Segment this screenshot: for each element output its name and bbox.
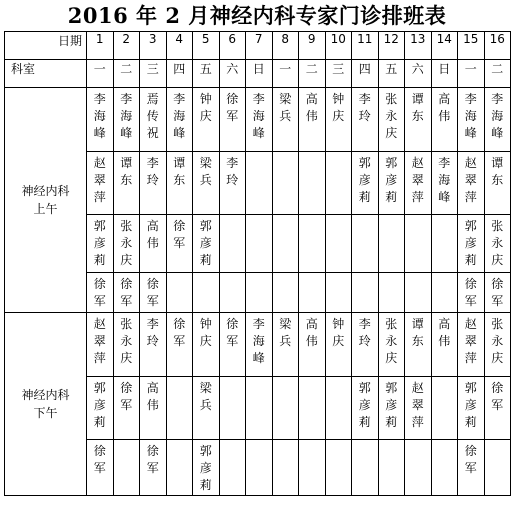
- doctor-cell: [299, 152, 326, 215]
- doctor-cell: [113, 273, 140, 313]
- doctor-cell: [193, 440, 220, 496]
- doctor-name: 徐军: [146, 277, 159, 308]
- doctor-name: 徐军: [491, 381, 504, 412]
- doctor-cell: [219, 377, 246, 440]
- day-number: 13: [405, 32, 432, 60]
- doctor-name: [225, 385, 239, 388]
- doctor-name: [411, 223, 425, 226]
- doctor-name: [305, 385, 319, 388]
- doctor-cell: [246, 440, 273, 496]
- doctor-cell: [87, 152, 114, 215]
- doctor-cell: [378, 377, 405, 440]
- doctor-cell: [299, 88, 326, 152]
- weekday: 六: [219, 60, 246, 88]
- doctor-name: 李玲: [358, 317, 371, 348]
- doctor-cell: [458, 440, 485, 496]
- page-title: 2016 年 2 月神经内科专家门诊排班表: [67, 3, 447, 28]
- doctor-cell: [484, 377, 511, 440]
- doctor-name: 赵翠萍: [464, 317, 477, 365]
- doctor-cell: [325, 88, 352, 152]
- doctor-name: 高伟: [438, 317, 451, 348]
- doctor-name: 徐军: [491, 277, 504, 308]
- weekday: 三: [140, 60, 167, 88]
- doctor-name: 赵翠萍: [411, 381, 424, 429]
- doctor-cell: [378, 313, 405, 377]
- doctor-cell: [272, 88, 299, 152]
- doctor-name: 李海峰: [464, 92, 477, 140]
- doctor-cell: [299, 313, 326, 377]
- doctor-cell: [325, 273, 352, 313]
- doctor-cell: [405, 88, 432, 152]
- doctor-cell: [352, 313, 379, 377]
- weekday: 三: [325, 60, 352, 88]
- doctor-name: [252, 281, 266, 284]
- doctor-name: 张永庆: [491, 219, 504, 267]
- day-number: 8: [272, 32, 299, 60]
- doctor-name: 张永庆: [120, 317, 133, 365]
- doctor-name: 郭彦莉: [358, 381, 371, 429]
- doctor-name: 郭彦莉: [199, 219, 212, 267]
- doctor-name: 徐军: [226, 92, 239, 123]
- doctor-name: 李海峰: [252, 92, 265, 140]
- doctor-name: 郭彦莉: [358, 156, 371, 204]
- doctor-name: [278, 223, 292, 226]
- doctor-name: 徐军: [93, 444, 106, 475]
- doctor-cell: [272, 313, 299, 377]
- doctor-cell: [140, 440, 167, 496]
- doctor-cell: [405, 215, 432, 273]
- doctor-cell: [325, 152, 352, 215]
- doctor-name: [384, 448, 398, 451]
- doctor-name: [305, 223, 319, 226]
- doctor-cell: [87, 377, 114, 440]
- doctor-cell: [113, 440, 140, 496]
- day-number: 7: [246, 32, 273, 60]
- doctor-name: 郭彦莉: [464, 381, 477, 429]
- doctor-cell: [299, 440, 326, 496]
- doctor-name: 赵翠萍: [464, 156, 477, 204]
- doctor-cell: [378, 440, 405, 496]
- doctor-name: [278, 160, 292, 163]
- doctor-cell: [458, 88, 485, 152]
- doctor-cell: [458, 313, 485, 377]
- doctor-cell: [458, 152, 485, 215]
- doctor-cell: [272, 273, 299, 313]
- doctor-cell: [193, 88, 220, 152]
- doctor-name: [305, 281, 319, 284]
- doctor-name: 李玲: [358, 92, 371, 123]
- weekday: 一: [87, 60, 114, 88]
- doctor-cell: [378, 88, 405, 152]
- doctor-cell: [272, 377, 299, 440]
- doctor-cell: [246, 313, 273, 377]
- doctor-cell: [352, 215, 379, 273]
- doctor-name: [252, 160, 266, 163]
- doctor-name: [411, 448, 425, 451]
- doctor-name: 焉传祝: [146, 92, 159, 140]
- doctor-cell: [140, 273, 167, 313]
- doctor-name: 郭彦莉: [464, 219, 477, 267]
- doctor-cell: [166, 440, 193, 496]
- doctor-name: 徐军: [226, 317, 239, 348]
- doctor-cell: [246, 273, 273, 313]
- doctor-name: [278, 385, 292, 388]
- doctor-cell: [140, 377, 167, 440]
- doctor-name: 李玲: [146, 156, 159, 187]
- day-number: 11: [352, 32, 379, 60]
- day-number: 4: [166, 32, 193, 60]
- doctor-cell: [484, 313, 511, 377]
- doctor-name: 李玲: [226, 156, 239, 187]
- doctor-cell: [458, 377, 485, 440]
- doctor-name: [305, 160, 319, 163]
- doctor-name: 钟庆: [332, 317, 345, 348]
- doctor-cell: [484, 88, 511, 152]
- doctor-cell: [87, 88, 114, 152]
- doctor-name: [278, 281, 292, 284]
- weekday: 日: [431, 60, 458, 88]
- doctor-name: 李海峰: [252, 317, 265, 365]
- doctor-name: [384, 281, 398, 284]
- doctor-cell: [193, 313, 220, 377]
- doctor-name: 谭东: [173, 156, 186, 187]
- weekday: 五: [193, 60, 220, 88]
- weekday: 日: [246, 60, 273, 88]
- weekday: 四: [166, 60, 193, 88]
- department-cell: [5, 88, 87, 313]
- doctor-cell: [193, 152, 220, 215]
- doctor-cell: [378, 273, 405, 313]
- doctor-name: 钟庆: [199, 92, 212, 123]
- doctor-cell: [299, 377, 326, 440]
- doctor-name: 徐军: [120, 277, 133, 308]
- doctor-cell: [193, 215, 220, 273]
- doctor-cell: [193, 377, 220, 440]
- doctor-cell: [352, 273, 379, 313]
- doctor-name: [331, 223, 345, 226]
- doctor-cell: [219, 152, 246, 215]
- doctor-name: 张永庆: [385, 92, 398, 140]
- schedule-row: [5, 313, 511, 377]
- doctor-name: [225, 281, 239, 284]
- doctor-name: [358, 448, 372, 451]
- doctor-cell: [87, 313, 114, 377]
- doctor-name: 谭东: [491, 156, 504, 187]
- doctor-cell: [378, 215, 405, 273]
- day-number: 10: [325, 32, 352, 60]
- day-number: 2: [113, 32, 140, 60]
- doctor-cell: [219, 273, 246, 313]
- doctor-name: 郭彦莉: [93, 381, 106, 429]
- doctor-name: 谭东: [411, 92, 424, 123]
- date-label: 日期: [5, 32, 87, 60]
- doctor-name: 高伟: [305, 92, 318, 123]
- weekday: 四: [352, 60, 379, 88]
- doctor-name: 李玲: [146, 317, 159, 348]
- day-number: 16: [484, 32, 511, 60]
- doctor-name: 赵翠萍: [93, 156, 106, 204]
- doctor-cell: [272, 152, 299, 215]
- doctor-name: [252, 385, 266, 388]
- doctor-cell: [87, 440, 114, 496]
- doctor-cell: [325, 440, 352, 496]
- doctor-name: 钟庆: [199, 317, 212, 348]
- doctor-cell: [352, 88, 379, 152]
- doctor-cell: [272, 215, 299, 273]
- doctor-name: 李海峰: [491, 92, 504, 140]
- schedule-table: [4, 31, 511, 496]
- doctor-cell: [113, 152, 140, 215]
- doctor-name: [305, 448, 319, 451]
- doctor-name: [172, 385, 186, 388]
- doctor-cell: [431, 313, 458, 377]
- session-name: 下午: [33, 406, 58, 420]
- doctor-cell: [405, 152, 432, 215]
- doctor-cell: [219, 440, 246, 496]
- doctor-cell: [484, 440, 511, 496]
- doctor-name: [119, 448, 133, 451]
- department-name: 神经内科: [21, 388, 70, 402]
- doctor-cell: [352, 440, 379, 496]
- doctor-name: [358, 223, 372, 226]
- weekday: 一: [272, 60, 299, 88]
- doctor-name: 张永庆: [491, 317, 504, 365]
- doctor-name: [437, 385, 451, 388]
- doctor-cell: [431, 215, 458, 273]
- doctor-name: [490, 448, 504, 451]
- doctor-cell: [405, 440, 432, 496]
- doctor-name: 徐军: [173, 317, 186, 348]
- doctor-cell: [405, 273, 432, 313]
- doctor-name: [331, 448, 345, 451]
- doctor-name: 梁兵: [199, 381, 212, 412]
- doctor-name: 高伟: [438, 92, 451, 123]
- doctor-cell: [166, 88, 193, 152]
- doctor-name: [437, 448, 451, 451]
- day-number: 1: [87, 32, 114, 60]
- doctor-cell: [113, 377, 140, 440]
- doctor-cell: [431, 440, 458, 496]
- doctor-name: 谭东: [120, 156, 133, 187]
- doctor-cell: [431, 152, 458, 215]
- doctor-cell: [193, 273, 220, 313]
- doctor-cell: [299, 273, 326, 313]
- doctor-name: 梁兵: [199, 156, 212, 187]
- doctor-cell: [113, 88, 140, 152]
- doctor-cell: [458, 215, 485, 273]
- weekday: 一: [458, 60, 485, 88]
- dept-label: 科室: [5, 60, 87, 88]
- doctor-name: [252, 448, 266, 451]
- doctor-name: [278, 448, 292, 451]
- doctor-name: [225, 448, 239, 451]
- doctor-cell: [352, 152, 379, 215]
- doctor-cell: [325, 313, 352, 377]
- doctor-cell: [140, 215, 167, 273]
- doctor-name: [411, 281, 425, 284]
- session-name: 上午: [33, 202, 58, 216]
- schedule-row: [5, 88, 511, 152]
- doctor-name: [358, 281, 372, 284]
- department-name: 神经内科: [21, 184, 70, 198]
- weekday: 二: [484, 60, 511, 88]
- day-number: 14: [431, 32, 458, 60]
- doctor-cell: [166, 313, 193, 377]
- doctor-cell: [166, 377, 193, 440]
- doctor-cell: [299, 215, 326, 273]
- doctor-cell: [484, 273, 511, 313]
- weekday-header-row: [5, 60, 511, 88]
- doctor-name: 李海峰: [120, 92, 133, 140]
- doctor-name: [331, 160, 345, 163]
- doctor-cell: [431, 88, 458, 152]
- doctor-name: [225, 223, 239, 226]
- doctor-cell: [246, 88, 273, 152]
- doctor-name: [331, 281, 345, 284]
- doctor-name: [252, 223, 266, 226]
- doctor-name: [384, 223, 398, 226]
- doctor-cell: [140, 88, 167, 152]
- doctor-name: 李海峰: [438, 156, 451, 204]
- doctor-cell: [140, 313, 167, 377]
- day-number: 15: [458, 32, 485, 60]
- day-number: 5: [193, 32, 220, 60]
- doctor-name: 钟庆: [332, 92, 345, 123]
- doctor-name: 徐军: [464, 444, 477, 475]
- doctor-name: 徐军: [120, 381, 133, 412]
- weekday: 六: [405, 60, 432, 88]
- doctor-name: 高伟: [146, 219, 159, 250]
- doctor-cell: [325, 377, 352, 440]
- doctor-cell: [246, 152, 273, 215]
- doctor-cell: [166, 152, 193, 215]
- doctor-name: 梁兵: [279, 317, 292, 348]
- doctor-name: 梁兵: [279, 92, 292, 123]
- doctor-cell: [166, 215, 193, 273]
- doctor-name: 高伟: [146, 381, 159, 412]
- doctor-name: 郭彦莉: [199, 444, 212, 492]
- doctor-cell: [219, 313, 246, 377]
- doctor-name: [172, 448, 186, 451]
- weekday: 二: [113, 60, 140, 88]
- doctor-cell: [166, 273, 193, 313]
- doctor-name: [437, 223, 451, 226]
- doctor-cell: [87, 273, 114, 313]
- doctor-cell: [246, 377, 273, 440]
- doctor-cell: [405, 313, 432, 377]
- doctor-cell: [113, 215, 140, 273]
- doctor-cell: [219, 215, 246, 273]
- doctor-cell: [140, 152, 167, 215]
- doctor-name: 张永庆: [385, 317, 398, 365]
- doctor-name: 李海峰: [93, 92, 106, 140]
- doctor-cell: [113, 313, 140, 377]
- doctor-name: 徐军: [93, 277, 106, 308]
- doctor-cell: [87, 215, 114, 273]
- doctor-cell: [272, 440, 299, 496]
- doctor-name: [199, 281, 213, 284]
- doctor-name: 徐军: [464, 277, 477, 308]
- doctor-name: 赵翠萍: [411, 156, 424, 204]
- doctor-cell: [219, 88, 246, 152]
- date-header-row: [5, 32, 511, 60]
- day-number: 6: [219, 32, 246, 60]
- doctor-name: 徐军: [146, 444, 159, 475]
- doctor-name: 郭彦莉: [93, 219, 106, 267]
- doctor-cell: [378, 152, 405, 215]
- doctor-name: 高伟: [305, 317, 318, 348]
- doctor-name: [331, 385, 345, 388]
- day-number: 9: [299, 32, 326, 60]
- doctor-name: 郭彦莉: [385, 156, 398, 204]
- doctor-cell: [431, 273, 458, 313]
- doctor-cell: [246, 215, 273, 273]
- doctor-name: [437, 281, 451, 284]
- doctor-cell: [484, 152, 511, 215]
- doctor-cell: [484, 215, 511, 273]
- doctor-name: 李海峰: [173, 92, 186, 140]
- doctor-cell: [325, 215, 352, 273]
- doctor-name: [172, 281, 186, 284]
- doctor-cell: [405, 377, 432, 440]
- weekday: 二: [299, 60, 326, 88]
- doctor-name: 张永庆: [120, 219, 133, 267]
- day-number: 3: [140, 32, 167, 60]
- department-cell: [5, 313, 87, 496]
- doctor-cell: [352, 377, 379, 440]
- doctor-name: 赵翠萍: [93, 317, 106, 365]
- doctor-name: 谭东: [411, 317, 424, 348]
- weekday: 五: [378, 60, 405, 88]
- doctor-name: 徐军: [173, 219, 186, 250]
- day-number: 12: [378, 32, 405, 60]
- doctor-name: 郭彦莉: [385, 381, 398, 429]
- doctor-cell: [431, 377, 458, 440]
- doctor-cell: [458, 273, 485, 313]
